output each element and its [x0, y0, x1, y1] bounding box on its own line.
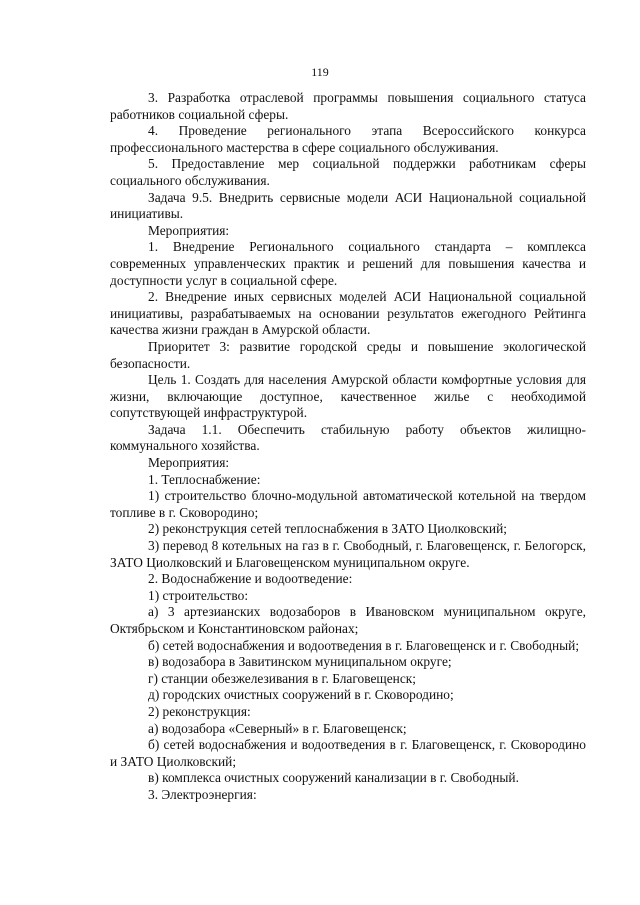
page-number: 119 — [311, 65, 329, 79]
goal-heading: Цель 1. Создать для населения Амурской области комфортные условия для жизни, включающие доступное, качественное жилье с необходимой сопутствующей инфраструктурой. — [110, 372, 586, 421]
list-item: в) водозабора в Завитинском муниципальном округе; — [148, 654, 452, 670]
paragraph: 3. Разработка отраслевой программы повышения социального статуса работников социальной сферы. — [110, 90, 586, 122]
paragraph: Мероприятия: — [148, 222, 230, 238]
task-heading: Задача 1.1. Обеспечить стабильную работу объектов жилищно-коммунального хозяйства. — [110, 421, 586, 454]
paragraph: 1. Теплоснабжение: — [148, 471, 261, 487]
task-heading: Задача 9.5. Внедрить сервисные модели АСИ Национальной социальной инициативы. — [110, 189, 586, 222]
list-item: в) комплекса очистных сооружений канализации в г. Свободный. — [148, 770, 519, 786]
paragraph: 3. Электроэнергия: — [148, 786, 257, 802]
list-item: 3) перевод 8 котельных на газ в г. Свободный, г. Благовещенск, г. Белогорск, ЗАТО Циолковский и Благовещенском муниципальном округе. — [110, 538, 586, 570]
priority-heading: Приоритет 3: развитие городской среды и повышение экологической безопасности. — [110, 338, 586, 371]
list-item: а) 3 артезианских водозаборов в Ивановском муниципальном округе, Октябрьском и Константиновском районах; — [110, 604, 586, 636]
list-item: 1) строительство: — [148, 587, 249, 603]
paragraph: 2. Внедрение иных сервисных моделей АСИ Национальной социальной инициативы, разрабатываемых на основании результатов ежегодного Рейтинга качества жизни граждан в Амурской области. — [110, 289, 586, 338]
paragraph: 1. Внедрение Регионального социального стандарта – комплекса современных управленческих практик и решений для повышения качества и доступности услуг в социальной сфере. — [110, 239, 586, 288]
paragraph: Мероприятия: — [148, 455, 230, 471]
paragraph: 2. Водоснабжение и водоотведение: — [148, 571, 353, 587]
list-item: 2) реконструкция сетей теплоснабжения в ЗАТО Циолковский; — [148, 521, 507, 537]
paragraph: 5. Предоставление мер социальной поддержки работникам сферы социального обслуживания. — [110, 156, 586, 188]
document-body — [110, 90, 586, 804]
list-item: д) городских очистных сооружений в г. Сковородино; — [148, 687, 454, 703]
list-item: 1) строительство блочно-модульной автоматической котельной на твердом топливе в г. Сковородино; — [110, 488, 586, 520]
list-item: б) сетей водоснабжения и водоотведения в г. Благовещенск и г. Свободный; — [148, 637, 580, 653]
list-item: 2) реконструкция: — [148, 703, 251, 719]
list-item: г) станции обезжелезивания в г. Благовещенск; — [148, 670, 417, 686]
paragraph: 4. Проведение регионального этапа Всероссийского конкурса профессионального мастерства в сфере социального обслуживания. — [110, 123, 586, 155]
list-item: а) водозабора «Северный» в г. Благовещенск; — [148, 720, 407, 736]
list-item: б) сетей водоснабжения и водоотведения в г. Благовещенск, г. Сковородино и ЗАТО Циолковский; — [110, 737, 586, 769]
